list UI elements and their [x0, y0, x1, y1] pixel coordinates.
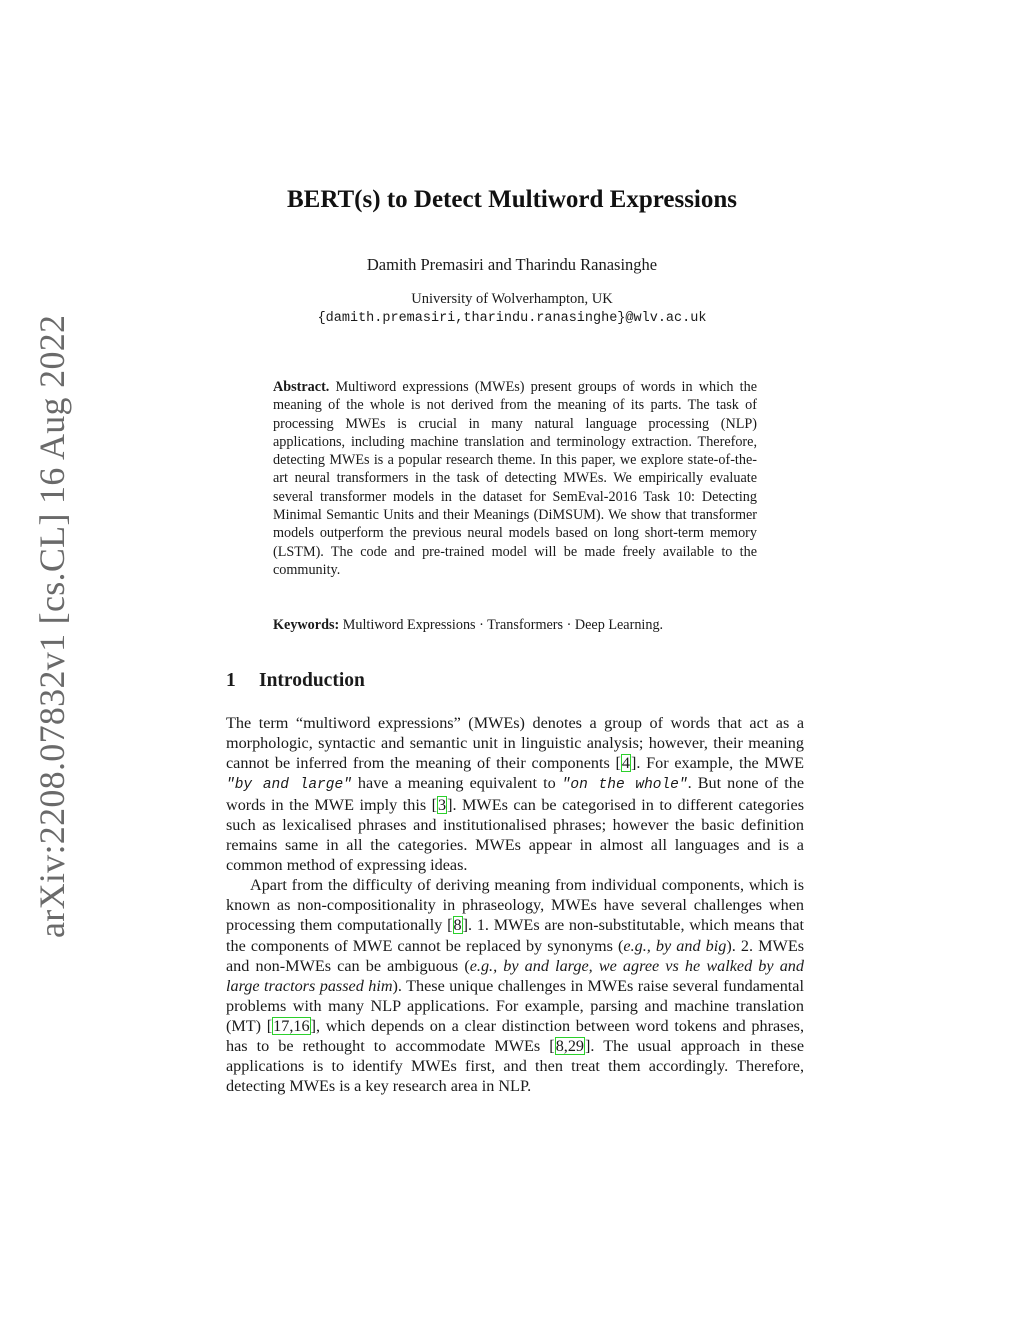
introduction-body: [226, 713, 804, 1096]
quoted-phrase: "on the whole": [561, 777, 688, 794]
example-text: e.g., by and big: [623, 936, 727, 955]
text-run: ). 2. MWEs and non-MWEs can be ambiguous (: [226, 936, 805, 975]
text-run: ). These unique challenges in MWEs raise several fundamental problems with many NLP applications. For example, parsing and machine translation (MT): [226, 976, 804, 1035]
paragraph-2: Apart from the difficulty of deriving meaning from individual components, which is known as non-compositionality in phraseology, MWEs have several challenges when processing them computationally [8]. 1. MWEs are non-substitutable, which means that the components of MWE cannot be replaced by synonyms (e.g., by and big). 2. MWEs and non-MWEs can be ambiguous (e.g., by and large, we agree vs he walked by and large tractors passed him). These unique challenges in MWEs raise several fundamental problems with many NLP applications. For example, parsing and machine translation (MT) [17,16], which depends on a clear distinction between word tokens and phrases, has to be rethought to accommodate MWEs [8,29]. The usual approach in these applications is to identify MWEs first, and then treat them accordingly. Therefore, detecting MWEs is a key research area in NLP.: [226, 876, 805, 1095]
author-list: Damith Premasiri and Tharindu Ranasinghe: [366, 255, 658, 274]
abstract-label: Abstract.: [273, 379, 330, 395]
keywords: [273, 617, 757, 634]
citation-link[interactable]: 4: [621, 754, 630, 773]
keywords-label: Keywords:: [273, 617, 340, 633]
text-run: have a meaning equivalent to: [351, 774, 562, 793]
abstract: [273, 378, 757, 579]
citation-link[interactable]: 17,16: [273, 1016, 310, 1035]
text-run: . 1. MWEs are non-substitutable, which means that the components of MWE cannot be replaced by synonyms (: [226, 916, 805, 955]
text-run: . But none of the words in the MWE imply this: [226, 774, 805, 815]
quoted-phrase: "by and large": [226, 777, 352, 794]
section-number: 1: [226, 670, 236, 691]
paper-title: BERT(s) to Detect Multiword Expressions: [286, 186, 738, 213]
author-emails: {damith.premasiri,tharindu.ranasinghe}@wlv.ac.uk: [317, 311, 707, 326]
abstract-text: Multiword expressions (MWEs) present groups of words in which the meaning of the whole is not derived from the meaning of its parts. The task of processing MWEs is crucial in many natural language processing (NLP) applications, including machine translation and terminology extraction. Therefore, detecting MWEs is a popular research theme. In this paper, we explore state-of-the-art neural transformers in the task of detecting MWEs. We empirically evaluate several transformer models in the dataset for SemEval-2016 Task 10: Detecting Minimal Semantic Units and their Meanings (DiMSUM). We show that transformer models outperform the previous neural models based on long short-term memory (LSTM). The code and pre-trained model will be made freely available to the community.: [273, 379, 757, 578]
paragraph-1: The term “multiword expressions” (MWEs) denotes a group of words that act as a morphologic, syntactic and semantic unit in linguistic analysis; however, their meaning cannot be inferred from the meaning of their components [4]. For example, the MWE "by and large" have a meaning equivalent to "on the whole". But none of the words in the MWE imply this [3]. MWEs can be categorised in to different categories such as lexicalised phrases and institutionalised phrases; however the basic definition remains same in all the categories. MWEs appear in almost all languages and is a common method of expressing ideas.: [226, 714, 805, 875]
text-run: . The usual approach in these applications is to identify MWEs first, and then treat them accordingly. Therefore, detecting MWEs is a key research area in NLP.: [226, 1036, 804, 1095]
text-run: Apart from the difficulty of deriving meaning from individual components, which is known as non-compositionality in phraseology, MWEs have several challenges when processing them computationally: [226, 876, 804, 935]
affiliation: University of Wolverhampton, UK: [411, 291, 613, 307]
citation-link[interactable]: 8: [453, 916, 462, 935]
arxiv-identifier-stamp: arXiv:2208.07832v1 [cs.CL] 16 Aug 2022: [32, 314, 72, 938]
text-run: , which depends on a clear distinction between word tokens and phrases, has to be rethought to accommodate MWEs: [226, 1016, 804, 1055]
section-heading: [226, 670, 365, 692]
citation-link[interactable]: 3: [438, 796, 447, 815]
keywords-text: Multiword Expressions · Transformers · Deep Learning.: [342, 617, 664, 633]
citation-link[interactable]: 8,29: [555, 1036, 585, 1055]
text-run: . For example, the MWE: [636, 754, 805, 773]
text-run: . MWEs can be categorised in to different categories such as lexicalised phrases and institutionalised phrases; however the basic definition remains same in all the categories. MWEs appear in almost all languages and is a common method of expressing ideas.: [226, 796, 804, 875]
section-title: Introduction: [259, 670, 365, 691]
example-text: e.g., by and large, we agree vs he walked by and large tractors passed him: [226, 956, 804, 995]
text-run: The term “multiword expressions” (MWEs) denotes a group of words that act as a morphologic, syntactic and semantic unit in linguistic analysis; however, their meaning cannot be inferred from the meaning of their components: [226, 714, 804, 773]
